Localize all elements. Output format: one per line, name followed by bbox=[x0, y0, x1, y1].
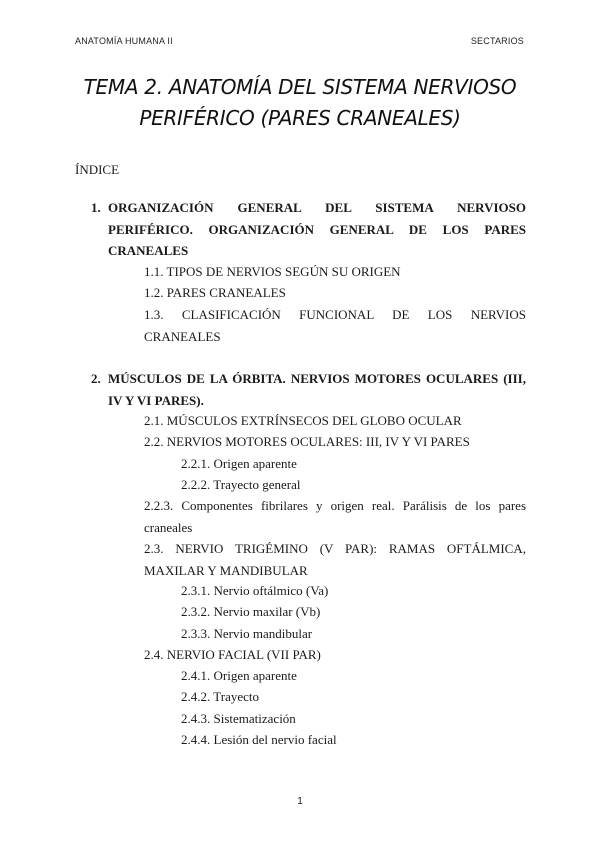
toc-item-2-4-1: 2.4.1. Origen aparente bbox=[181, 668, 297, 683]
toc-item-1-2: 1.2. PARES CRANEALES bbox=[144, 285, 286, 300]
toc-item-1-3: 1.3. CLASIFICACIÓN FUNCIONAL DE LOS NERVIOS CRANEALES bbox=[144, 307, 526, 344]
toc-item-2-2-3: 2.2.3. Componentes fibrilares y origen real. Parálisis de los pares craneales bbox=[144, 498, 526, 535]
toc-item-2-4-2: 2.4.2. Trayecto bbox=[181, 689, 259, 704]
section-2-title-text: MÚSCULOS DE LA ÓRBITA. NERVIOS MOTORES OCULARES (III, IV Y VI PARES). bbox=[108, 371, 526, 408]
header-right: SECTARIOS bbox=[470, 36, 524, 46]
toc-item-2-3-3: 2.3.3. Nervio mandibular bbox=[181, 626, 313, 641]
toc-item-1-1: 1.1. TIPOS DE NERVIOS SEGÚN SU ORIGEN bbox=[144, 264, 401, 279]
section-1-number: 1. bbox=[91, 200, 101, 215]
header-left: ANATOMÍA HUMANA II bbox=[75, 36, 173, 46]
title-line-1: TEMA 2. ANATOMÍA DEL SISTEMA NERVIOSO bbox=[83, 75, 517, 99]
toc-item-2-2: 2.2. NERVIOS MOTORES OCULARES: III, IV Y VI PARES bbox=[144, 434, 470, 449]
toc-item-2-2-1: 2.2.1. Origen aparente bbox=[181, 456, 297, 471]
toc-item-2-1: 2.1. MÚSCULOS EXTRÍNSECOS DEL GLOBO OCULAR bbox=[144, 413, 462, 428]
toc-item-2-2-2: 2.2.2. Trayecto general bbox=[181, 477, 301, 492]
toc-item-2-3: 2.3. NERVIO TRIGÉMINO (V PAR): RAMAS OFTÁLMICA, MAXILAR Y MANDIBULAR bbox=[144, 541, 526, 578]
title-line-2: PERIFÉRICO (PARES CRANEALES) bbox=[139, 106, 461, 130]
toc-item-2-4-4: 2.4.4. Lesión del nervio facial bbox=[181, 732, 337, 747]
toc-item-2-3-2: 2.3.2. Nervio maxilar (Vb) bbox=[181, 604, 321, 619]
page-number: 1 bbox=[297, 796, 303, 807]
section-1-title-text: ORGANIZACIÓN GENERAL DEL SISTEMA NERVIOSO PERIFÉRICO. ORGANIZACIÓN GENERAL DE LOS PARES CRANEALES bbox=[108, 200, 526, 258]
section-1-title bbox=[91, 197, 526, 262]
document-title bbox=[75, 72, 525, 134]
toc-item-2-3-1: 2.3.1. Nervio oftálmico (Va) bbox=[181, 583, 329, 598]
index-heading: ÍNDICE bbox=[75, 162, 120, 177]
toc-item-2-4-3: 2.4.3. Sistematización bbox=[181, 711, 296, 726]
toc-item-2-4: 2.4. NERVIO FACIAL (VII PAR) bbox=[144, 647, 321, 662]
section-2-number: 2. bbox=[91, 371, 101, 386]
section-2-title bbox=[91, 368, 526, 411]
